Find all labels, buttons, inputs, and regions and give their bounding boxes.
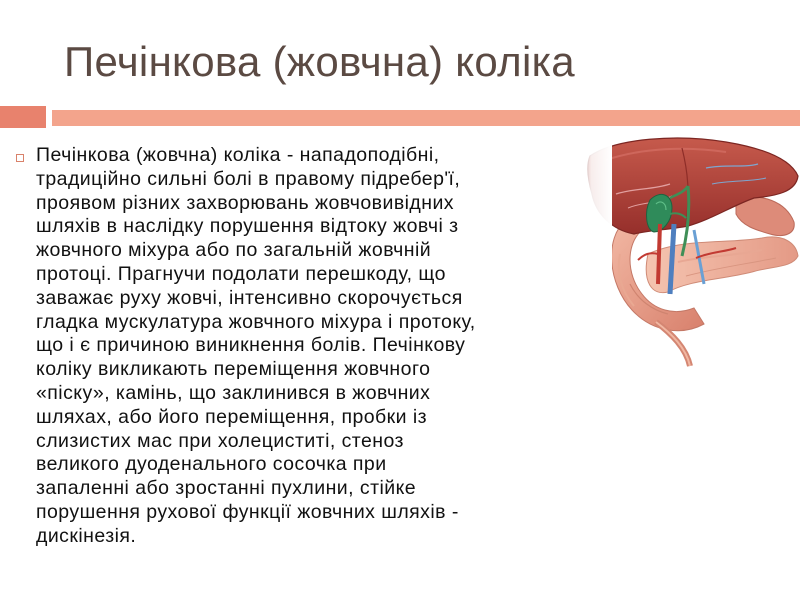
body-line: традиційно сильні болі в правому підребер'ї, xyxy=(36,167,461,190)
body-line: великого дуоденального сосочка при xyxy=(36,453,387,476)
body-line: слизистих мас при холециститі, стеноз xyxy=(36,429,404,452)
body-line: шляхах, або його переміщення, пробки із xyxy=(36,405,428,428)
body-line: що і є причиною виникнення болів. Печінкову xyxy=(36,334,466,357)
liver-illustration xyxy=(586,134,800,372)
body-line: жовчного міхура або по загальній жовчній xyxy=(36,239,432,262)
body-line: коліку викликають переміщення жовчного xyxy=(36,358,431,381)
title-accent-square xyxy=(0,106,46,128)
body-line: порушення рухової функції жовчних шляхів - xyxy=(36,500,459,523)
body-line: шляхів в наслідку порушення відтоку жовчі з xyxy=(36,215,459,238)
body-line: гладка мускулатура жовчного міхура і протоку, xyxy=(36,310,476,333)
body-line: дискінезія. xyxy=(36,524,137,547)
body-paragraph xyxy=(36,144,618,549)
body-line: Печінкова (жовчна) коліка - нападоподібні, xyxy=(36,144,440,166)
body-line: проявом різних захворювань жовчовивідних xyxy=(36,191,454,214)
square-bullet-icon xyxy=(16,154,24,162)
body-line: «піску», камінь, що заклинився в жовчних xyxy=(36,381,431,404)
title-accent-bar xyxy=(52,110,800,126)
slide-title: Печінкова (жовчна) коліка xyxy=(64,38,575,85)
body-line: запаленні або зростанні пухлини, стійке xyxy=(36,477,417,500)
body-line: протоці. Прагнучи подолати перешкоду, що xyxy=(36,262,446,285)
body-line: заважає руху жовчі, інтенсивно скорочується xyxy=(36,286,463,309)
